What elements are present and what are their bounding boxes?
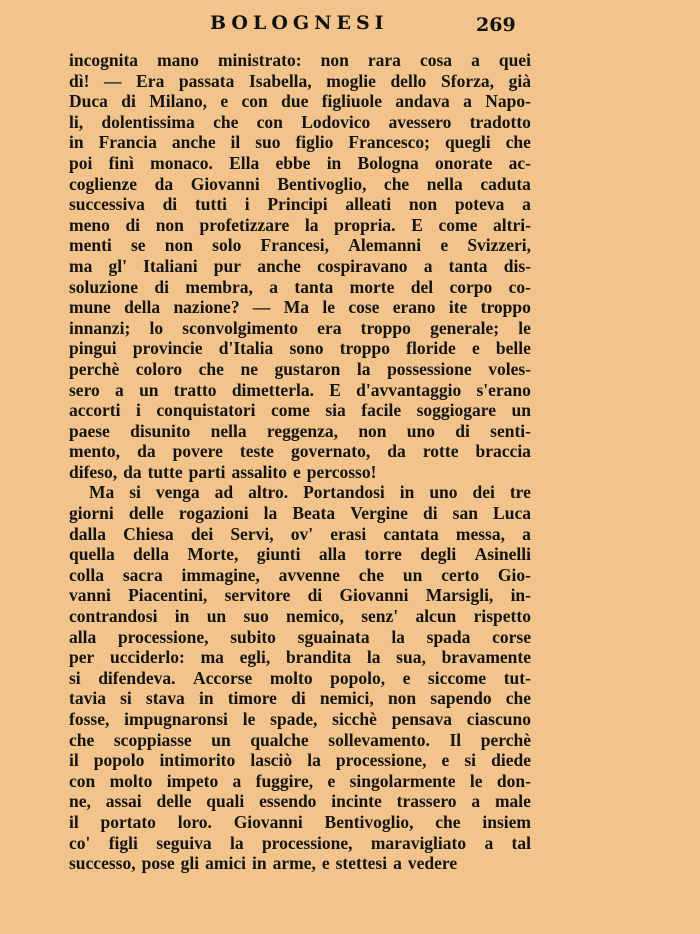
text-line: perchè coloro che ne gustaron la possessione voles-: [69, 358, 531, 379]
text-line: il popolo intimorito lasciò la processione, e si diede: [69, 750, 531, 771]
text-line: paese disunito nella reggenza, non uno di senti-: [69, 420, 531, 441]
text-line: dì! — Era passata Isabella, moglie dello Sforza, già: [69, 70, 531, 91]
text-line: mento, da povere teste governato, da rotte braccia: [69, 441, 531, 462]
text-line: giorni delle rogazioni la Beata Vergine di san Luca: [69, 503, 531, 524]
text-line: in Francia anche il suo figlio Francesco; quegli che: [69, 132, 531, 153]
text-line: si difendeva. Accorse molto popolo, e siccome tut-: [69, 667, 531, 688]
running-title: BOLOGNESI: [210, 12, 389, 34]
text-line: vanni Piacentini, servitore di Giovanni Marsigli, in-: [69, 585, 531, 606]
text-line: innanzi; lo sconvolgimento era troppo generale; le: [69, 317, 531, 338]
text-line: tavia si stava in timore di nemici, non sapendo che: [69, 688, 531, 709]
text-line: successiva di tutti i Principi alleati non poteva a: [69, 194, 531, 215]
text-line: difeso, da tutte parti assalito e percosso!: [69, 461, 377, 482]
text-line: successo, pose gli amici in arme, e stettesi a vedere: [69, 853, 458, 874]
text-line: che scoppiasse un qualche sollevamento. Il perchè: [69, 729, 531, 750]
text-line: alla processione, subito sguainata la spada corse: [69, 626, 531, 647]
text-line: con molto impeto a fuggire, e singolarmente le don-: [69, 770, 531, 791]
text-line: incognita mano ministrato: non rara cosa a quei: [69, 50, 531, 70]
text-line: accorti i conquistatori come sia facile soggiogare un: [69, 400, 531, 421]
text-line: il portato loro. Giovanni Bentivoglio, che insiem: [69, 811, 531, 832]
text-line: dalla Chiesa dei Servi, ov' erasi cantata messa, a: [69, 523, 531, 544]
text-line: li, dolentissima che con Lodovico avessero tradotto: [69, 111, 531, 132]
text-line: ne, assai delle quali essendo incinte trassero a male: [69, 791, 531, 812]
page-number: 269: [476, 14, 516, 36]
text-line: colla sacra immagine, avvenne che un certo Gio-: [69, 564, 531, 585]
text-line: fosse, impugnaronsi le spade, sicchè pensava ciascuno: [69, 709, 531, 729]
text-line: mune della nazione? — Ma le cose erano ite troppo: [69, 297, 531, 318]
text-line: sero a un tratto dimetterla. E d'avvantaggio s'erano: [69, 379, 531, 400]
text-line: per ucciderlo: ma egli, brandita la sua, bravamente: [69, 647, 531, 668]
text-line: co' figli seguiva la processione, maravigliato a tal: [69, 832, 531, 853]
text-line: soluzione di membra, a tanta morte del corpo co-: [69, 276, 531, 297]
text-line: meno di non profetizzare la propria. E come altri-: [69, 214, 531, 235]
text-line: poi finì monaco. Ella ebbe in Bologna onorate ac-: [69, 152, 531, 173]
text-line: Duca di Milano, e con due figliuole andava a Napo-: [69, 91, 531, 112]
text-line: Ma si venga ad altro. Portandosi in uno dei tre: [89, 482, 531, 503]
text-line: ma gl' Italiani pur anche cospiravano a tanta dis-: [69, 255, 531, 276]
text-line: contrandosi in un suo nemico, senz' alcun rispetto: [69, 606, 531, 627]
text-line: menti se non solo Francesi, Alemanni e Svizzeri,: [69, 235, 531, 256]
text-line: coglienze da Giovanni Bentivoglio, che nella caduta: [69, 173, 531, 194]
body-text: [69, 50, 531, 874]
text-line: quella della Morte, giunti alla torre degli Asinelli: [69, 544, 531, 565]
text-line: pingui provincie d'Italia sono troppo floride e belle: [69, 338, 531, 359]
